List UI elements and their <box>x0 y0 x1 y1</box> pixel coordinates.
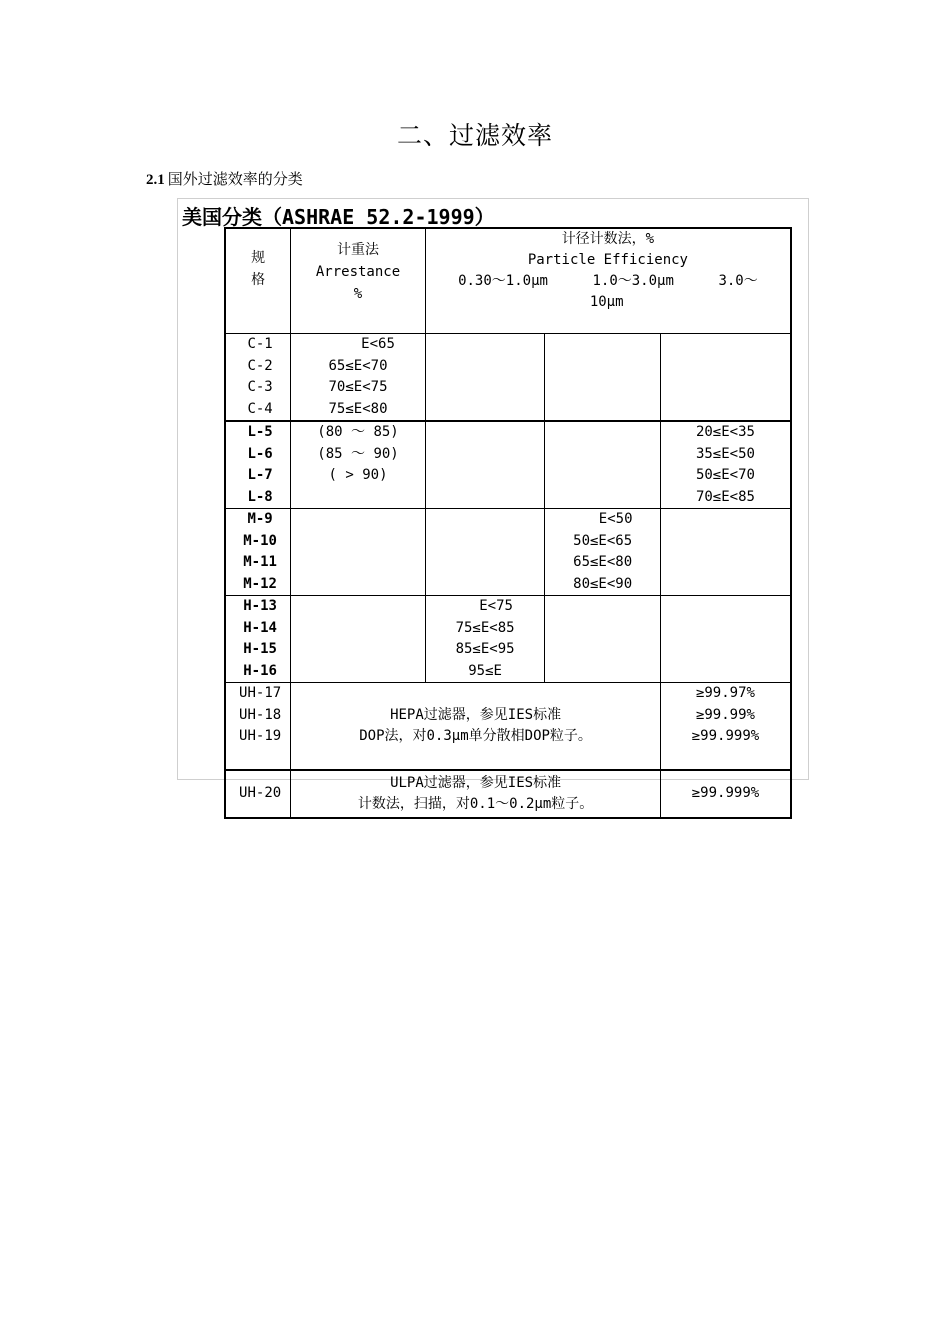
ulpa-description-cell <box>291 770 661 818</box>
arrestance-cell <box>291 334 426 422</box>
header-count-en: Particle Efficiency <box>527 252 688 268</box>
header-size-1: 0.30～1.0μm <box>458 273 548 289</box>
efficiency-cell-1 <box>425 596 545 683</box>
arrestance-value: 70≤E<75 <box>328 379 388 395</box>
code-item: H-14 <box>243 619 277 636</box>
code-item: L-5 <box>247 424 273 440</box>
code-item: M-10 <box>243 532 277 549</box>
arrestance-value: (85 ～ 90) <box>317 445 399 462</box>
codes-cell <box>225 770 291 818</box>
efficiency-value: 95≤E <box>468 662 502 679</box>
efficiency-value: E<50 <box>598 511 633 527</box>
efficiency-value: 85≤E<95 <box>455 641 515 657</box>
hepa-values-cell <box>660 683 791 771</box>
code-item: H-15 <box>243 641 277 657</box>
efficiency-cell-1 <box>425 334 545 422</box>
codes-cell <box>225 509 291 596</box>
code-item: UH-18 <box>239 706 282 723</box>
code-item: M-9 <box>247 511 273 527</box>
arrestance-value: 65≤E<70 <box>328 357 388 374</box>
section-text: 国外过滤效率的分类 <box>167 170 303 188</box>
efficiency-cell-1 <box>425 421 545 509</box>
header-spec-label: 规格 <box>251 250 266 288</box>
efficiency-value: 50≤E<65 <box>573 532 633 549</box>
code-item: L-7 <box>247 467 273 483</box>
efficiency-cell-3 <box>660 596 791 683</box>
table-row-group-c <box>225 334 791 422</box>
hepa-description-line: DOP法，对0.3μm单分散相DOP粒子。 <box>359 728 592 744</box>
header-weight-unit: % <box>353 286 363 302</box>
code-item: L-6 <box>247 445 273 462</box>
efficiency-cell-2 <box>545 509 661 596</box>
table-row-group-m <box>225 509 791 596</box>
efficiency-value: E<75 <box>479 598 513 614</box>
efficiency-value: ≥99.99% <box>695 706 755 723</box>
arrestance-value: ( > 90) <box>328 467 388 483</box>
efficiency-value: 20≤E<35 <box>695 424 755 440</box>
header-size-3-cont: 10μm <box>589 294 624 310</box>
code-item: C-3 <box>247 379 273 395</box>
section-number: 2.1 <box>146 172 165 188</box>
code-item: C-4 <box>247 400 273 417</box>
ulpa-description-line: 计数法，扫描，对0.1～0.2μm粒子。 <box>357 796 594 812</box>
hepa-description-line: HEPA过滤器，参见IES标准 <box>390 707 562 723</box>
code-item: L-8 <box>247 488 273 505</box>
header-weight-en: Arrestance <box>315 264 401 280</box>
efficiency-cell-3 <box>660 421 791 509</box>
ulpa-description-line: ULPA过滤器，参见IES标准 <box>390 775 562 791</box>
ashrae-classification-table <box>224 227 792 819</box>
figure-title: 美国分类（ASHRAE 52.2-1999） <box>182 205 495 229</box>
header-count-label: 计径计数法，% <box>561 231 655 247</box>
efficiency-value: 50≤E<70 <box>695 467 755 483</box>
arrestance-value: (80 ～ 85) <box>317 424 399 440</box>
code-item: C-1 <box>247 336 273 352</box>
efficiency-value: ≥99.97% <box>695 685 755 701</box>
codes-cell <box>225 421 291 509</box>
code-item: C-2 <box>247 357 273 374</box>
table-row-group-h <box>225 596 791 683</box>
efficiency-value: 35≤E<50 <box>695 445 755 462</box>
arrestance-value: E<65 <box>361 336 395 352</box>
efficiency-value: ≥99.999% <box>691 728 760 744</box>
table-row-hepa <box>225 683 791 771</box>
efficiency-value: 65≤E<80 <box>573 554 633 570</box>
header-size-row <box>426 271 790 292</box>
section-heading <box>146 168 303 189</box>
codes-cell <box>225 334 291 422</box>
efficiency-value: ≥99.999% <box>691 785 760 802</box>
efficiency-cell-3 <box>660 334 791 422</box>
codes-cell <box>225 683 291 771</box>
code-item: UH-17 <box>239 685 282 701</box>
arrestance-cell <box>291 421 426 509</box>
ulpa-value-cell <box>660 770 791 818</box>
code-item: UH-19 <box>239 728 282 744</box>
header-count <box>425 228 791 334</box>
efficiency-cell-1 <box>425 509 545 596</box>
header-spec <box>225 228 291 334</box>
code-item: M-12 <box>243 575 277 592</box>
header-weight-label: 计重法 <box>337 242 380 258</box>
efficiency-value: 80≤E<90 <box>573 575 633 592</box>
classification-figure <box>177 198 809 812</box>
codes-cell <box>225 596 291 683</box>
table-row-ulpa <box>225 770 791 818</box>
efficiency-cell-2 <box>545 421 661 509</box>
code-item: H-16 <box>243 662 277 679</box>
efficiency-cell-3 <box>660 509 791 596</box>
arrestance-cell <box>291 509 426 596</box>
code-item: M-11 <box>243 554 277 570</box>
efficiency-cell-2 <box>545 334 661 422</box>
code-item: UH-20 <box>239 785 282 802</box>
page-title: 二、过滤效率 <box>396 121 553 150</box>
header-weight <box>291 228 426 334</box>
header-size-3: 3.0～ <box>718 273 758 289</box>
efficiency-value: 70≤E<85 <box>695 488 755 505</box>
table-row-group-l <box>225 421 791 509</box>
hepa-description-cell <box>291 683 661 771</box>
table-header-row <box>225 228 791 334</box>
arrestance-value: 75≤E<80 <box>328 400 388 417</box>
header-size-2: 1.0～3.0μm <box>592 273 674 289</box>
arrestance-cell <box>291 596 426 683</box>
efficiency-cell-2 <box>545 596 661 683</box>
efficiency-value: 75≤E<85 <box>455 619 515 636</box>
code-item: H-13 <box>243 598 277 614</box>
